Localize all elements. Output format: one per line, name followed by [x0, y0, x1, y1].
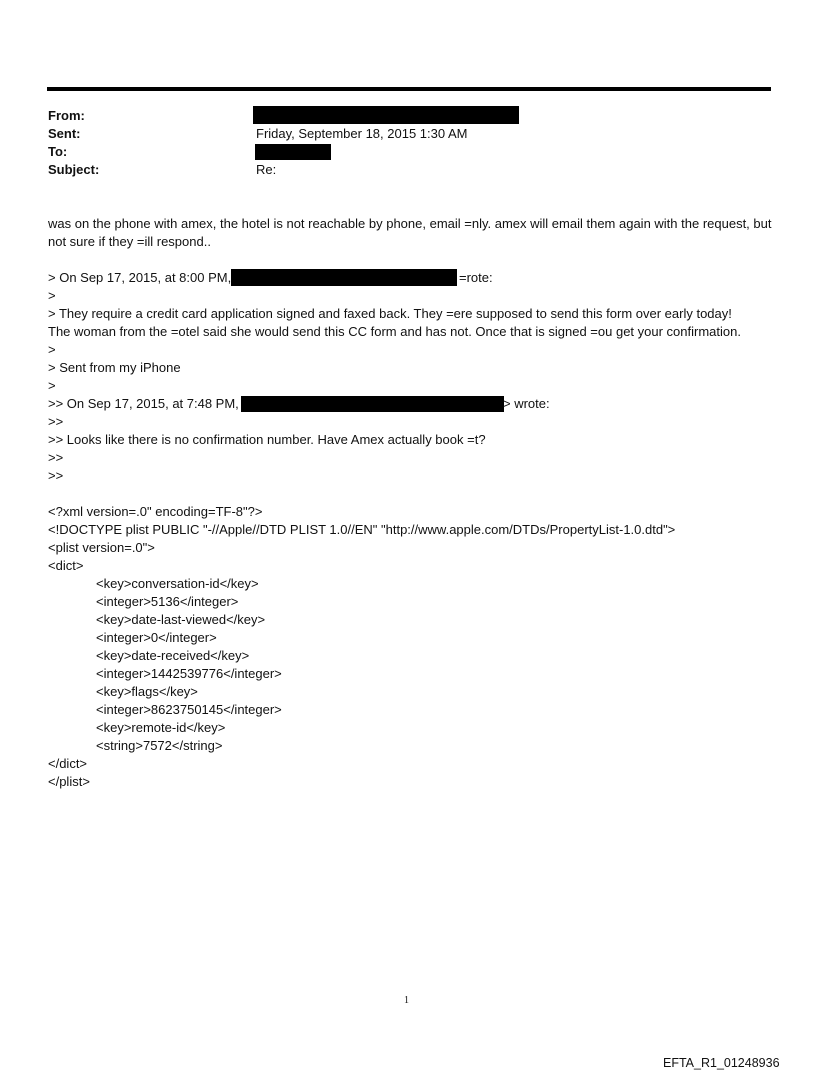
subject-value: Re: [256, 162, 277, 177]
plist-line-2: <!DOCTYPE plist PUBLIC "-//Apple//DTD PLIST 1.0//EN" "http://www.apple.com/DTDs/PropertyList-1.0.dtd"> [48, 522, 676, 537]
quote-line-9: >> [48, 414, 64, 429]
quote-line-8-suffix: > wrote: [503, 396, 550, 411]
plist-line-16: </plist> [48, 774, 90, 789]
quote-line-4: The woman from the =otel said she would send this CC form and has not. Once that is signed =ou get your confirmation. [48, 324, 741, 339]
quote-line-10: >> Looks like there is no confirmation number. Have Amex actually book =t? [48, 432, 486, 447]
quote-line-2: > [48, 288, 56, 303]
quote-8-redaction [241, 396, 504, 412]
quote-line-6: > Sent from my iPhone [48, 360, 181, 375]
quote-line-7: > [48, 378, 56, 393]
sent-label: Sent: [48, 126, 81, 141]
plist-line-12: <integer>8623750145</integer> [96, 702, 282, 717]
bates-number: EFTA_R1_01248936 [663, 1056, 780, 1070]
plist-line-11: <key>flags</key> [96, 684, 198, 699]
plist-line-14: <string>7572</string> [96, 738, 223, 753]
quote-1-redaction [231, 269, 457, 286]
to-label: To: [48, 144, 68, 159]
quote-line-11: >> [48, 450, 64, 465]
from-redaction [253, 106, 519, 124]
page-number: 1 [404, 995, 409, 1006]
quote-line-5: > [48, 342, 56, 357]
plist-line-3: <plist version=.0"> [48, 540, 155, 555]
plist-line-13: <key>remote-id</key> [96, 720, 226, 735]
quote-line-3: > They require a credit card application signed and faxed back. They =ere supposed to send this form over early today! [48, 306, 732, 321]
quote-line-8-prefix: >> On Sep 17, 2015, at 7:48 PM, [48, 396, 239, 411]
subject-label: Subject: [48, 162, 100, 177]
plist-line-10: <integer>1442539776</integer> [96, 666, 282, 681]
plist-line-1: <?xml version=.0" encoding=TF-8"?> [48, 504, 263, 519]
quote-line-1-suffix: =rote: [459, 270, 493, 285]
header-rule [47, 87, 771, 91]
quote-line-12: >> [48, 468, 64, 483]
plist-line-7: <key>date-last-viewed</key> [96, 612, 266, 627]
plist-line-8: <integer>0</integer> [96, 630, 217, 645]
message-paragraph: was on the phone with amex, the hotel is not reachable by phone, email =nly. amex will email them again with the request, but not sure if they =ill respond.. [48, 216, 772, 249]
plist-line-5: <key>conversation-id</key> [96, 576, 259, 591]
from-label: From: [48, 108, 85, 123]
to-redaction [255, 144, 331, 160]
sent-value: Friday, September 18, 2015 1:30 AM [256, 126, 468, 141]
plist-line-4: <dict> [48, 558, 84, 573]
plist-line-9: <key>date-received</key> [96, 648, 250, 663]
quote-line-1-prefix: > On Sep 17, 2015, at 8:00 PM, [48, 270, 232, 285]
plist-line-6: <integer>5136</integer> [96, 594, 239, 609]
plist-line-15: </dict> [48, 756, 88, 771]
